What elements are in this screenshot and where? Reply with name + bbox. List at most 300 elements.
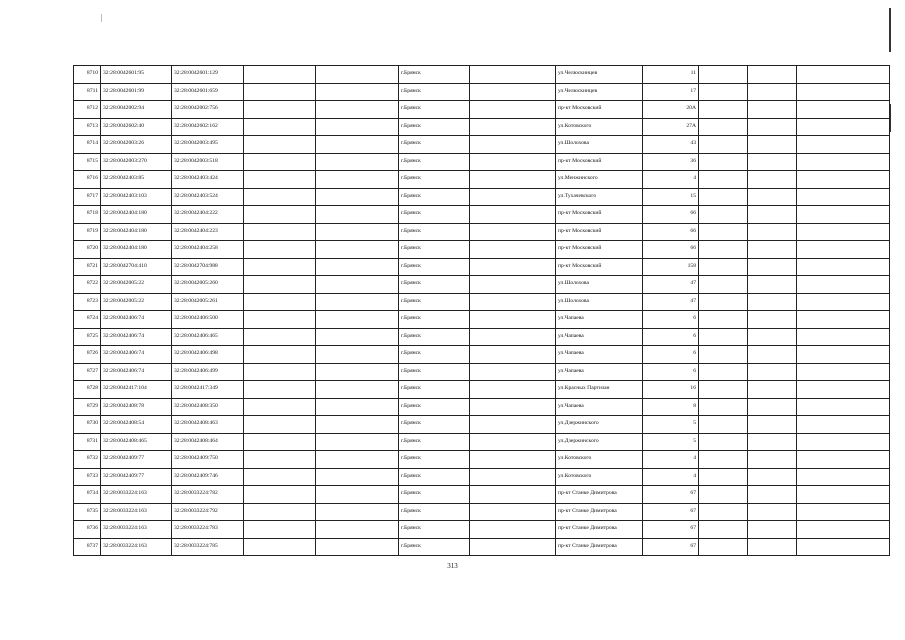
street-cell: пр-кт Московский <box>556 206 643 224</box>
street-cell: пр-кт Станке Димитрова <box>556 538 643 556</box>
cadastral-number-cell: 32:28:0042404:223 <box>172 223 244 241</box>
table-row <box>74 171 890 189</box>
empty-cell <box>748 311 797 329</box>
empty-cell <box>470 153 556 171</box>
empty-cell <box>797 538 890 556</box>
empty-cell <box>244 118 316 136</box>
row-number-cell: 8737 <box>74 538 101 556</box>
row-number-cell: 8722 <box>74 276 101 294</box>
empty-cell <box>797 293 890 311</box>
empty-cell <box>470 328 556 346</box>
house-cell: 5 <box>643 416 699 434</box>
row-number-cell: 8712 <box>74 101 101 119</box>
row-number-cell: 8730 <box>74 416 101 434</box>
empty-cell <box>244 468 316 486</box>
cadastral-number-cell: 32:28:0033224:163 <box>101 538 172 556</box>
empty-cell <box>244 66 316 84</box>
row-number-cell: 8716 <box>74 171 101 189</box>
table-row <box>74 118 890 136</box>
house-cell: 4 <box>643 451 699 469</box>
empty-cell <box>470 451 556 469</box>
empty-cell <box>470 276 556 294</box>
cadastral-number-cell: 32:28:0033224:163 <box>101 503 172 521</box>
empty-cell <box>470 486 556 504</box>
street-cell: ул.Котовского <box>556 451 643 469</box>
street-cell: пр-кт Московский <box>556 241 643 259</box>
house-cell: 36 <box>643 153 699 171</box>
street-cell: ул.Тухачевского <box>556 188 643 206</box>
cadastral-number-cell: 32:28:0042003:495 <box>172 136 244 154</box>
empty-cell <box>699 521 748 539</box>
city-cell: г.Брянск <box>399 101 470 119</box>
empty-cell <box>244 538 316 556</box>
empty-cell <box>244 451 316 469</box>
empty-cell <box>797 486 890 504</box>
empty-cell <box>316 293 399 311</box>
empty-cell <box>699 66 748 84</box>
empty-cell <box>470 223 556 241</box>
empty-cell <box>470 83 556 101</box>
empty-cell <box>316 363 399 381</box>
empty-cell <box>797 398 890 416</box>
empty-cell <box>748 451 797 469</box>
empty-cell <box>316 83 399 101</box>
cadastral-number-cell: 32:28:0033224:163 <box>101 521 172 539</box>
row-number-cell: 8728 <box>74 381 101 399</box>
row-number-cell: 8733 <box>74 468 101 486</box>
city-cell: г.Брянск <box>399 433 470 451</box>
house-cell: 4 <box>643 171 699 189</box>
city-cell: г.Брянск <box>399 223 470 241</box>
empty-cell <box>797 468 890 486</box>
empty-cell <box>470 66 556 84</box>
empty-cell <box>316 206 399 224</box>
row-number-cell: 8731 <box>74 433 101 451</box>
street-cell: пр-кт Московский <box>556 258 643 276</box>
house-cell: 47 <box>643 276 699 294</box>
empty-cell <box>316 381 399 399</box>
cadastral-number-cell: 32:28:0042002:756 <box>172 101 244 119</box>
empty-cell <box>797 328 890 346</box>
empty-cell <box>699 206 748 224</box>
house-cell: 20А <box>643 101 699 119</box>
house-cell: 66 <box>643 223 699 241</box>
table-row <box>74 258 890 276</box>
table-row <box>74 276 890 294</box>
table-row <box>74 503 890 521</box>
house-cell: 6 <box>643 346 699 364</box>
row-number-cell: 8729 <box>74 398 101 416</box>
cadastral-number-cell: 32:28:0042601:99 <box>101 83 172 101</box>
cadastral-number-cell: 32:28:0042403:424 <box>172 171 244 189</box>
table-row <box>74 416 890 434</box>
cadastral-number-cell: 32:28:0033224:783 <box>172 521 244 539</box>
register-table <box>73 65 890 556</box>
empty-cell <box>699 83 748 101</box>
cadastral-number-cell: 32:28:0042403:103 <box>101 188 172 206</box>
empty-cell <box>699 398 748 416</box>
city-cell: г.Брянск <box>399 521 470 539</box>
cadastral-number-cell: 32:28:0042408:78 <box>101 398 172 416</box>
empty-cell <box>316 433 399 451</box>
empty-cell <box>244 293 316 311</box>
empty-cell <box>748 223 797 241</box>
empty-cell <box>797 276 890 294</box>
empty-cell <box>316 503 399 521</box>
cadastral-number-cell: 32:28:0042601:95 <box>101 66 172 84</box>
empty-cell <box>748 276 797 294</box>
empty-cell <box>316 101 399 119</box>
empty-cell <box>470 241 556 259</box>
cadastral-number-cell: 32:28:0042406:74 <box>101 328 172 346</box>
table-row <box>74 381 890 399</box>
street-cell: ул.Чапаева <box>556 363 643 381</box>
table-row <box>74 538 890 556</box>
empty-cell <box>699 311 748 329</box>
house-cell: 67 <box>643 538 699 556</box>
cadastral-number-cell: 32:28:0042404:258 <box>172 241 244 259</box>
city-cell: г.Брянск <box>399 136 470 154</box>
empty-cell <box>244 153 316 171</box>
house-cell: 66 <box>643 206 699 224</box>
empty-cell <box>797 66 890 84</box>
empty-cell <box>316 188 399 206</box>
empty-cell <box>316 416 399 434</box>
empty-cell <box>748 118 797 136</box>
empty-cell <box>699 241 748 259</box>
house-cell: 158 <box>643 258 699 276</box>
empty-cell <box>699 153 748 171</box>
empty-cell <box>244 433 316 451</box>
cadastral-number-cell: 32:28:0042417:104 <box>101 381 172 399</box>
cadastral-number-cell: 32:28:0042404:222 <box>172 206 244 224</box>
cadastral-number-cell: 32:28:0042406:74 <box>101 311 172 329</box>
cadastral-number-cell: 32:28:0033224:163 <box>101 486 172 504</box>
empty-cell <box>316 538 399 556</box>
empty-cell <box>797 346 890 364</box>
cadastral-number-cell: 32:28:0042406:465 <box>172 328 244 346</box>
cadastral-number-cell: 32:28:0042005:261 <box>172 293 244 311</box>
city-cell: г.Брянск <box>399 311 470 329</box>
street-cell: пр-кт Станке Димитрова <box>556 486 643 504</box>
city-cell: г.Брянск <box>399 188 470 206</box>
empty-cell <box>244 136 316 154</box>
empty-cell <box>470 521 556 539</box>
house-cell: 15 <box>643 188 699 206</box>
table-row <box>74 451 890 469</box>
empty-cell <box>316 223 399 241</box>
city-cell: г.Брянск <box>399 503 470 521</box>
cadastral-number-cell: 32:28:0042409:750 <box>172 451 244 469</box>
empty-cell <box>748 83 797 101</box>
empty-cell <box>244 416 316 434</box>
empty-cell <box>748 328 797 346</box>
street-cell: пр-кт Московский <box>556 153 643 171</box>
house-cell: 6 <box>643 328 699 346</box>
empty-cell <box>244 258 316 276</box>
empty-cell <box>316 153 399 171</box>
empty-cell <box>470 468 556 486</box>
cadastral-number-cell: 32:28:0042406:74 <box>101 363 172 381</box>
row-number-cell: 8713 <box>74 118 101 136</box>
street-cell: ул.Шолохова <box>556 136 643 154</box>
street-cell: ул.Шолохова <box>556 276 643 294</box>
empty-cell <box>470 206 556 224</box>
street-cell: пр-кт Московский <box>556 101 643 119</box>
table-row <box>74 241 890 259</box>
empty-cell <box>748 241 797 259</box>
cadastral-number-cell: 32:28:0042003:270 <box>101 153 172 171</box>
row-number-cell: 8721 <box>74 258 101 276</box>
empty-cell <box>748 171 797 189</box>
empty-cell <box>699 433 748 451</box>
city-cell: г.Брянск <box>399 328 470 346</box>
empty-cell <box>316 258 399 276</box>
empty-cell <box>699 346 748 364</box>
empty-cell <box>470 416 556 434</box>
house-cell: 11 <box>643 66 699 84</box>
house-cell: 6 <box>643 311 699 329</box>
city-cell: г.Брянск <box>399 258 470 276</box>
cadastral-number-cell: 32:28:0042409:746 <box>172 468 244 486</box>
register-body <box>74 66 890 556</box>
street-cell: ул.Дзержинского <box>556 416 643 434</box>
empty-cell <box>797 153 890 171</box>
street-cell: ул.Челюскинцев <box>556 66 643 84</box>
cadastral-number-cell: 32:28:0042409:77 <box>101 451 172 469</box>
empty-cell <box>748 486 797 504</box>
city-cell: г.Брянск <box>399 293 470 311</box>
empty-cell <box>748 153 797 171</box>
street-cell: ул.Котовского <box>556 118 643 136</box>
table-row <box>74 433 890 451</box>
empty-cell <box>244 328 316 346</box>
empty-cell <box>244 486 316 504</box>
empty-cell <box>699 486 748 504</box>
house-cell: 67 <box>643 503 699 521</box>
table-row <box>74 311 890 329</box>
row-number-cell: 8720 <box>74 241 101 259</box>
table-row <box>74 346 890 364</box>
street-cell: ул.Чапаева <box>556 398 643 416</box>
city-cell: г.Брянск <box>399 468 470 486</box>
cadastral-number-cell: 32:28:0042408:54 <box>101 416 172 434</box>
table-row <box>74 66 890 84</box>
empty-cell <box>244 398 316 416</box>
empty-cell <box>316 328 399 346</box>
empty-cell <box>470 381 556 399</box>
house-cell: 43 <box>643 136 699 154</box>
empty-cell <box>797 136 890 154</box>
empty-cell <box>748 66 797 84</box>
empty-cell <box>748 136 797 154</box>
table-row <box>74 206 890 224</box>
empty-cell <box>699 118 748 136</box>
empty-cell <box>748 293 797 311</box>
empty-cell <box>797 503 890 521</box>
empty-cell <box>244 521 316 539</box>
empty-cell <box>699 503 748 521</box>
cadastral-number-cell: 32:28:0042417:349 <box>172 381 244 399</box>
row-number-cell: 8732 <box>74 451 101 469</box>
house-cell: 8 <box>643 398 699 416</box>
city-cell: г.Брянск <box>399 66 470 84</box>
empty-cell <box>699 416 748 434</box>
empty-cell <box>748 346 797 364</box>
house-cell: 6 <box>643 363 699 381</box>
row-number-cell: 8715 <box>74 153 101 171</box>
empty-cell <box>316 398 399 416</box>
city-cell: г.Брянск <box>399 381 470 399</box>
cadastral-number-cell: 32:28:0042704:410 <box>101 258 172 276</box>
empty-cell <box>699 381 748 399</box>
table-row <box>74 153 890 171</box>
empty-cell <box>316 66 399 84</box>
empty-cell <box>699 171 748 189</box>
house-cell: 4 <box>643 468 699 486</box>
empty-cell <box>748 503 797 521</box>
city-cell: г.Брянск <box>399 451 470 469</box>
empty-cell <box>470 398 556 416</box>
empty-cell <box>797 101 890 119</box>
empty-cell <box>797 363 890 381</box>
table-row <box>74 363 890 381</box>
empty-cell <box>699 258 748 276</box>
empty-cell <box>316 171 399 189</box>
empty-cell <box>470 363 556 381</box>
empty-cell <box>699 538 748 556</box>
cadastral-number-cell: 32:28:0042406:499 <box>172 363 244 381</box>
empty-cell <box>316 118 399 136</box>
table-row <box>74 486 890 504</box>
city-cell: г.Брянск <box>399 241 470 259</box>
row-number-cell: 8734 <box>74 486 101 504</box>
empty-cell <box>797 171 890 189</box>
empty-cell <box>470 538 556 556</box>
city-cell: г.Брянск <box>399 118 470 136</box>
empty-cell <box>244 503 316 521</box>
empty-cell <box>748 101 797 119</box>
house-cell: 27А <box>643 118 699 136</box>
table-row <box>74 188 890 206</box>
table-row <box>74 521 890 539</box>
empty-cell <box>748 521 797 539</box>
street-cell: ул.Менжинского <box>556 171 643 189</box>
empty-cell <box>316 276 399 294</box>
empty-cell <box>470 503 556 521</box>
empty-cell <box>244 83 316 101</box>
house-cell: 67 <box>643 521 699 539</box>
row-number-cell: 8719 <box>74 223 101 241</box>
city-cell: г.Брянск <box>399 171 470 189</box>
cadastral-number-cell: 32:28:0042601:129 <box>172 66 244 84</box>
row-number-cell: 8710 <box>74 66 101 84</box>
empty-cell <box>797 433 890 451</box>
table-row <box>74 328 890 346</box>
page-number: 313 <box>447 562 458 570</box>
cadastral-number-cell: 32:28:0042409:77 <box>101 468 172 486</box>
city-cell: г.Брянск <box>399 83 470 101</box>
empty-cell <box>470 136 556 154</box>
empty-cell <box>699 363 748 381</box>
empty-cell <box>699 293 748 311</box>
empty-cell <box>797 451 890 469</box>
cadastral-number-cell: 32:28:0042408:350 <box>172 398 244 416</box>
cadastral-number-cell: 32:28:0042003:26 <box>101 136 172 154</box>
empty-cell <box>316 346 399 364</box>
empty-cell <box>699 276 748 294</box>
empty-cell <box>797 241 890 259</box>
cadastral-number-cell: 32:28:0042406:498 <box>172 346 244 364</box>
empty-cell <box>470 293 556 311</box>
cadastral-number-cell: 32:28:0042005:260 <box>172 276 244 294</box>
cadastral-number-cell: 32:28:0042005:22 <box>101 276 172 294</box>
house-cell: 17 <box>643 83 699 101</box>
cadastral-number-cell: 32:28:0042404:180 <box>101 241 172 259</box>
empty-cell <box>316 241 399 259</box>
empty-cell <box>699 328 748 346</box>
empty-cell <box>244 171 316 189</box>
empty-cell <box>470 258 556 276</box>
row-number-cell: 8717 <box>74 188 101 206</box>
empty-cell <box>244 311 316 329</box>
street-cell: ул.Чапаева <box>556 346 643 364</box>
cadastral-number-cell: 32:28:0042406:500 <box>172 311 244 329</box>
row-number-cell: 8735 <box>74 503 101 521</box>
cadastral-number-cell: 32:28:0042003:518 <box>172 153 244 171</box>
table-row <box>74 83 890 101</box>
empty-cell <box>748 206 797 224</box>
empty-cell <box>797 521 890 539</box>
house-cell: 67 <box>643 486 699 504</box>
cadastral-number-cell: 32:28:0033224:792 <box>172 503 244 521</box>
street-cell: ул.Шолохова <box>556 293 643 311</box>
city-cell: г.Брянск <box>399 398 470 416</box>
empty-cell <box>699 468 748 486</box>
empty-cell <box>748 538 797 556</box>
city-cell: г.Брянск <box>399 276 470 294</box>
cadastral-number-cell: 32:28:0042602:162 <box>172 118 244 136</box>
table-row <box>74 398 890 416</box>
empty-cell <box>748 398 797 416</box>
table-row <box>74 136 890 154</box>
row-number-cell: 8736 <box>74 521 101 539</box>
cadastral-number-cell: 32:28:0042602:40 <box>101 118 172 136</box>
empty-cell <box>748 381 797 399</box>
house-cell: 47 <box>643 293 699 311</box>
row-number-cell: 8724 <box>74 311 101 329</box>
empty-cell <box>244 276 316 294</box>
table-row <box>74 468 890 486</box>
empty-cell <box>316 486 399 504</box>
row-number-cell: 8727 <box>74 363 101 381</box>
cadastral-number-cell: 32:28:0042005:22 <box>101 293 172 311</box>
street-cell: ул.Дзержинского <box>556 433 643 451</box>
empty-cell <box>244 101 316 119</box>
empty-cell <box>699 136 748 154</box>
empty-cell <box>244 363 316 381</box>
empty-cell <box>797 188 890 206</box>
cadastral-number-cell: 32:28:0042704:988 <box>172 258 244 276</box>
empty-cell <box>470 101 556 119</box>
house-cell: 5 <box>643 433 699 451</box>
row-number-cell: 8726 <box>74 346 101 364</box>
city-cell: г.Брянск <box>399 206 470 224</box>
cadastral-number-cell: 32:28:0042404:180 <box>101 206 172 224</box>
street-cell: пр-кт Московский <box>556 223 643 241</box>
empty-cell <box>748 433 797 451</box>
empty-cell <box>748 363 797 381</box>
